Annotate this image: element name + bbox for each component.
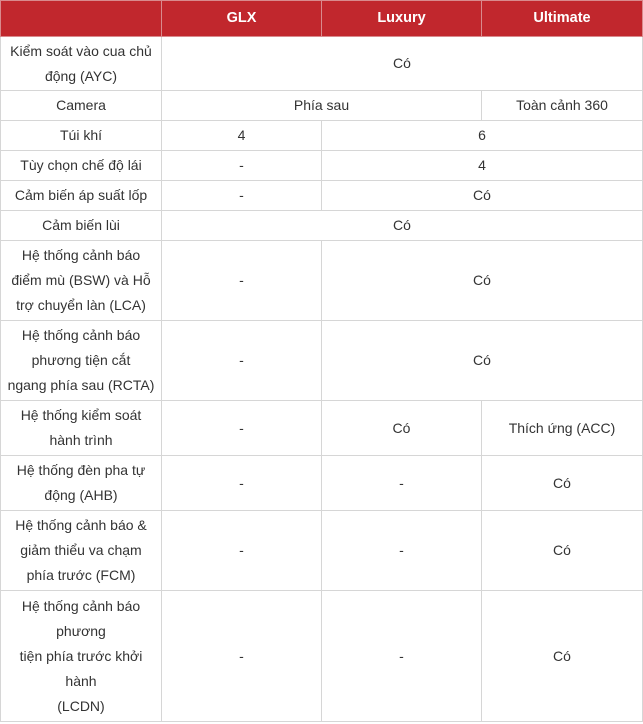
- table-row: [1, 151, 643, 181]
- feature-cell: Tùy chọn chế độ lái: [1, 151, 162, 181]
- feature-line: tiện phía trước khởi: [19, 647, 143, 664]
- value-cell: -: [162, 511, 322, 591]
- value-cell: Có: [322, 181, 643, 211]
- table-row: [1, 591, 643, 722]
- value-cell: Phía sau: [162, 91, 482, 121]
- feature-line: ngang phía sau (RCTA): [7, 377, 155, 393]
- value-cell: Có: [482, 511, 643, 591]
- feature-line: (LCDN): [57, 697, 105, 714]
- feature-line: hành trình: [49, 432, 113, 448]
- value-cell: -: [162, 456, 322, 511]
- header-empty-cell: [1, 1, 162, 37]
- feature-cell: [1, 456, 162, 511]
- feature-line: động (AYC): [44, 67, 118, 84]
- value-cell: Có: [482, 591, 643, 722]
- value-cell: -: [162, 591, 322, 722]
- feature-cell: Túi khí: [1, 121, 162, 151]
- table-row: [1, 321, 643, 401]
- feature-line: Hệ thống cảnh báo &: [15, 517, 147, 533]
- feature-line: điểm mù (BSW) và Hỗ: [11, 272, 151, 288]
- value-cell: 4: [322, 151, 643, 181]
- feature-line: Kiểm soát vào cua chủ: [10, 42, 152, 59]
- feature-line: Hệ thống kiểm soát: [20, 407, 142, 423]
- value-cell: Có: [322, 321, 643, 401]
- value-cell: -: [162, 241, 322, 321]
- value-cell: Thích ứng (ACC): [482, 401, 643, 456]
- table-row: [1, 121, 643, 151]
- feature-line: Hệ thống cảnh báo: [21, 247, 141, 263]
- feature-cell: [1, 241, 162, 321]
- feature-line: Hệ thống đèn pha tự: [16, 462, 146, 478]
- value-cell: Có: [162, 37, 643, 91]
- feature-cell: [1, 321, 162, 401]
- feature-cell: Cảm biến lùi: [1, 211, 162, 241]
- feature-line: Hệ thống cảnh báo: [21, 327, 141, 343]
- feature-line: động (AHB): [44, 487, 118, 503]
- value-cell: Toàn cảnh 360: [482, 91, 643, 121]
- header-luxury: Luxury: [322, 1, 482, 37]
- feature-line: giảm thiểu va chạm: [20, 542, 142, 558]
- value-cell: -: [162, 151, 322, 181]
- value-cell: Có: [162, 211, 643, 241]
- table-row: [1, 241, 643, 321]
- feature-line: hành: [65, 672, 97, 689]
- feature-cell: [1, 37, 162, 91]
- table-header-row: [1, 1, 643, 37]
- value-cell: 6: [322, 121, 643, 151]
- feature-line: phương: [56, 622, 106, 639]
- value-cell: Có: [322, 241, 643, 321]
- table-row: [1, 456, 643, 511]
- table-row: [1, 37, 643, 91]
- value-cell: Có: [322, 401, 482, 456]
- value-cell: -: [322, 456, 482, 511]
- value-cell: -: [162, 321, 322, 401]
- value-cell: -: [162, 181, 322, 211]
- header-ultimate: Ultimate: [482, 1, 643, 37]
- value-cell: -: [322, 591, 482, 722]
- feature-line: phía trước (FCM): [26, 567, 136, 583]
- feature-cell: [1, 511, 162, 591]
- feature-line: Hệ thống cảnh báo: [21, 597, 141, 614]
- value-cell: -: [162, 401, 322, 456]
- feature-cell: Camera: [1, 91, 162, 121]
- value-cell: Có: [482, 456, 643, 511]
- table-row: [1, 181, 643, 211]
- feature-cell: [1, 591, 162, 722]
- value-cell: 4: [162, 121, 322, 151]
- value-cell: -: [322, 511, 482, 591]
- table-row: [1, 211, 643, 241]
- table-row: [1, 401, 643, 456]
- feature-line: phương tiện cắt: [31, 352, 131, 368]
- table-row: [1, 511, 643, 591]
- feature-cell: Cảm biến áp suất lốp: [1, 181, 162, 211]
- header-glx: GLX: [162, 1, 322, 37]
- table-row: [1, 91, 643, 121]
- feature-cell: [1, 401, 162, 456]
- feature-line: trợ chuyển làn (LCA): [16, 297, 146, 313]
